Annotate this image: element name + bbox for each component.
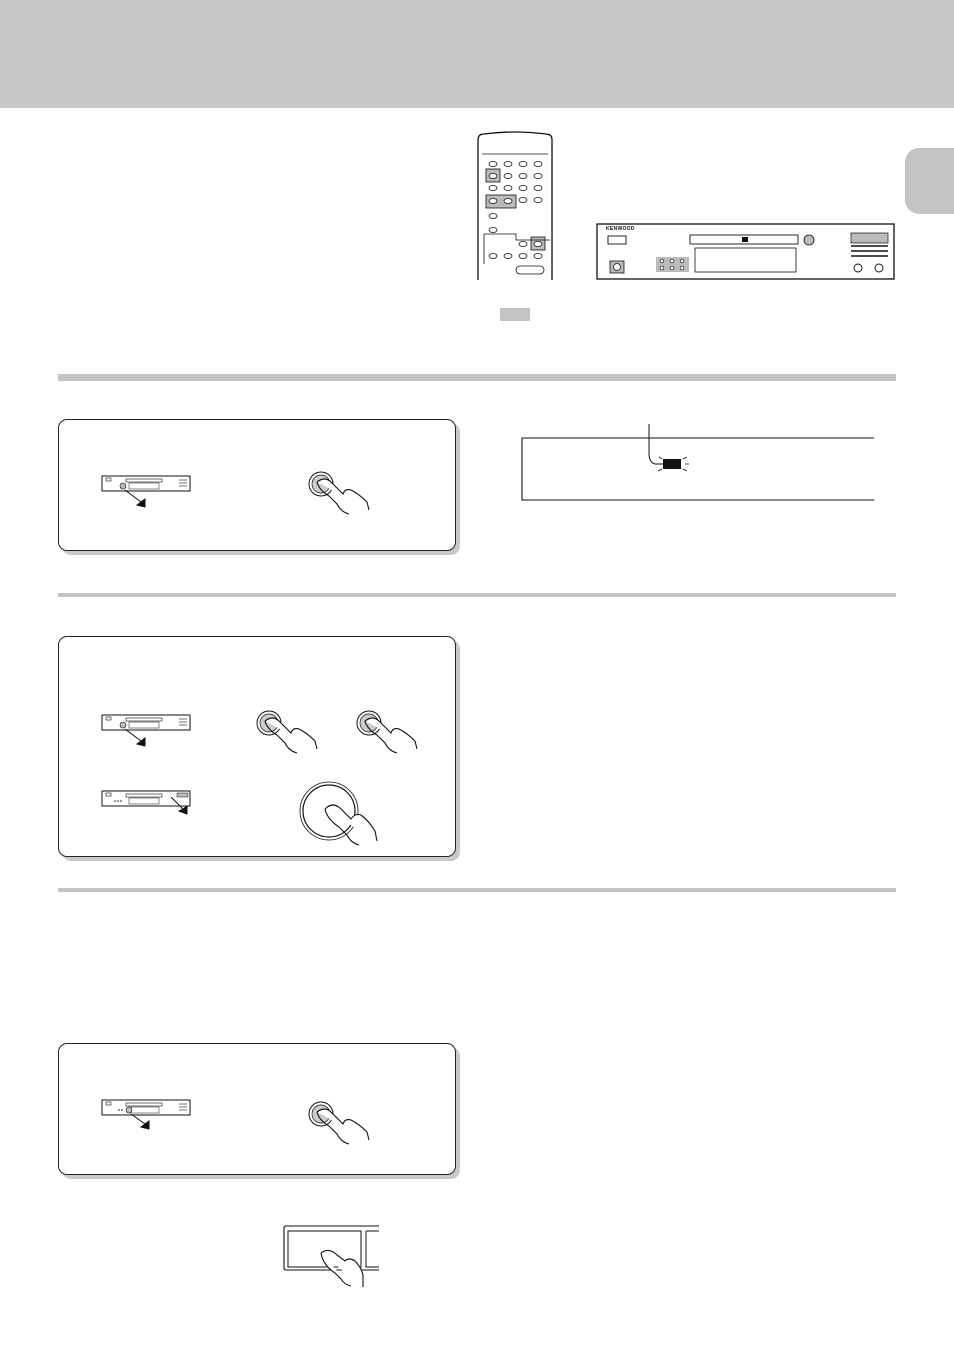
jog-dial-icon xyxy=(299,779,379,849)
instruction-panel-3 xyxy=(58,1043,456,1175)
cd-player-front-panel-icon xyxy=(596,223,896,281)
instruction-panel-1 xyxy=(58,419,456,551)
header-band xyxy=(0,0,954,108)
remote-badge xyxy=(500,308,530,321)
remote-control-icon xyxy=(474,130,558,282)
brand-label: KENWOOD xyxy=(606,226,635,232)
key-press-icon xyxy=(283,1225,383,1287)
instruction-panel-2 xyxy=(58,636,456,857)
finger-press-icon xyxy=(307,468,377,518)
finger-press-icon xyxy=(255,707,325,757)
mini-player-icon xyxy=(101,474,193,508)
section-rule-2 xyxy=(58,593,896,597)
finger-press-icon xyxy=(355,707,425,757)
mini-player-icon xyxy=(101,789,193,823)
chapter-tab xyxy=(905,148,954,214)
arrow-press-icon xyxy=(131,1114,149,1129)
mini-player-icon xyxy=(101,713,193,747)
arrow-press-icon xyxy=(125,490,145,507)
finger-press-icon xyxy=(307,1098,377,1148)
display-indicator-icon xyxy=(521,424,876,504)
section-rule-3 xyxy=(58,888,896,892)
section-rule-1 xyxy=(58,374,896,381)
mini-player-icon xyxy=(101,1098,193,1132)
arrow-press-icon xyxy=(125,729,145,746)
